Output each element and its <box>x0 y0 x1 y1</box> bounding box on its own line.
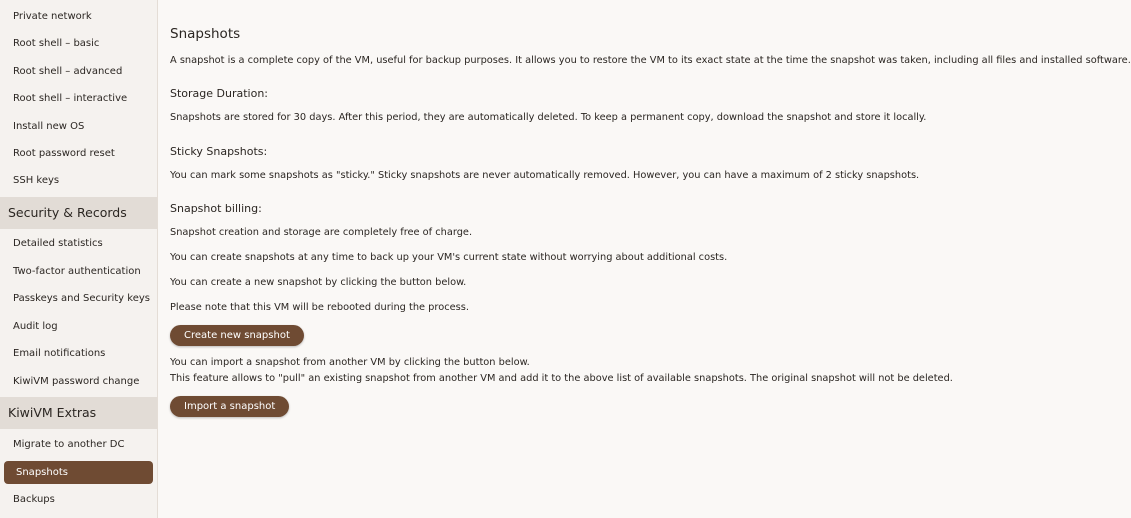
storage-text: Snapshots are stored for 30 days. After this period, they are automatically deleted. To keep a permanent copy, download the snapshot and store it locally. <box>170 112 927 123</box>
sidebar-item-root-password-reset[interactable]: Root password reset <box>13 148 115 159</box>
import-snapshot-button[interactable]: Import a snapshot <box>170 396 289 417</box>
sidebar-item-audit-log[interactable]: Audit log <box>13 321 58 332</box>
import-info-1: You can import a snapshot from another VM by clicking the button below. <box>170 357 530 368</box>
billing-text: Snapshot creation and storage are completely free of charge. <box>170 227 473 238</box>
sidebar-item-snapshots[interactable]: Snapshots <box>4 461 153 484</box>
billing-heading: Snapshot billing: <box>170 202 262 215</box>
sidebar-item-passkeys[interactable]: Passkeys and Security keys <box>13 293 150 304</box>
sidebar-item-two-factor[interactable]: Two-factor authentication <box>13 266 141 277</box>
create-info-2: You can create a new snapshot by clicking the button below. <box>170 277 467 288</box>
storage-heading: Storage Duration: <box>170 87 269 100</box>
sidebar-item-install-os[interactable]: Install new OS <box>13 121 85 132</box>
sidebar-item-ssh-keys[interactable]: SSH keys <box>13 175 60 186</box>
sidebar-section-extras: KiwiVM Extras <box>0 397 157 429</box>
import-info-2: This feature allows to "pull" an existing snapshot from another VM and add it to the above list of available snapshots. The original snapshot will not be deleted. <box>170 373 953 384</box>
sidebar-item-root-shell-advanced[interactable]: Root shell – advanced <box>13 66 123 77</box>
sidebar-item-migrate[interactable]: Migrate to another DC <box>13 439 125 450</box>
sidebar-item-password-change[interactable]: KiwiVM password change <box>13 376 140 387</box>
sidebar-item-root-shell-basic[interactable]: Root shell – basic <box>13 38 100 49</box>
sidebar-section-security: Security & Records <box>0 197 157 229</box>
sidebar-item-email-notifications[interactable]: Email notifications <box>13 348 106 359</box>
page-title: Snapshots <box>170 26 241 42</box>
sidebar <box>0 0 158 518</box>
sidebar-item-detailed-statistics[interactable]: Detailed statistics <box>13 238 103 249</box>
sidebar-item-private-network[interactable]: Private network <box>13 11 92 22</box>
create-info-3: Please note that this VM will be rebooted during the process. <box>170 302 469 313</box>
create-snapshot-button[interactable]: Create new snapshot <box>170 325 304 346</box>
create-info-1: You can create snapshots at any time to back up your VM's current state without worrying about additional costs. <box>170 252 728 263</box>
sticky-heading: Sticky Snapshots: <box>170 145 268 158</box>
intro-text: A snapshot is a complete copy of the VM, useful for backup purposes. It allows you to restore the VM to its exact state at the time the snapshot was taken, including all files and installed software. <box>170 55 1131 66</box>
sticky-text: You can mark some snapshots as "sticky." Sticky snapshots are never automatically removed. However, you can have a maximum of 2 sticky snapshots. <box>170 170 920 181</box>
sidebar-item-root-shell-interactive[interactable]: Root shell – interactive <box>13 93 128 104</box>
sidebar-item-backups[interactable]: Backups <box>13 494 55 505</box>
